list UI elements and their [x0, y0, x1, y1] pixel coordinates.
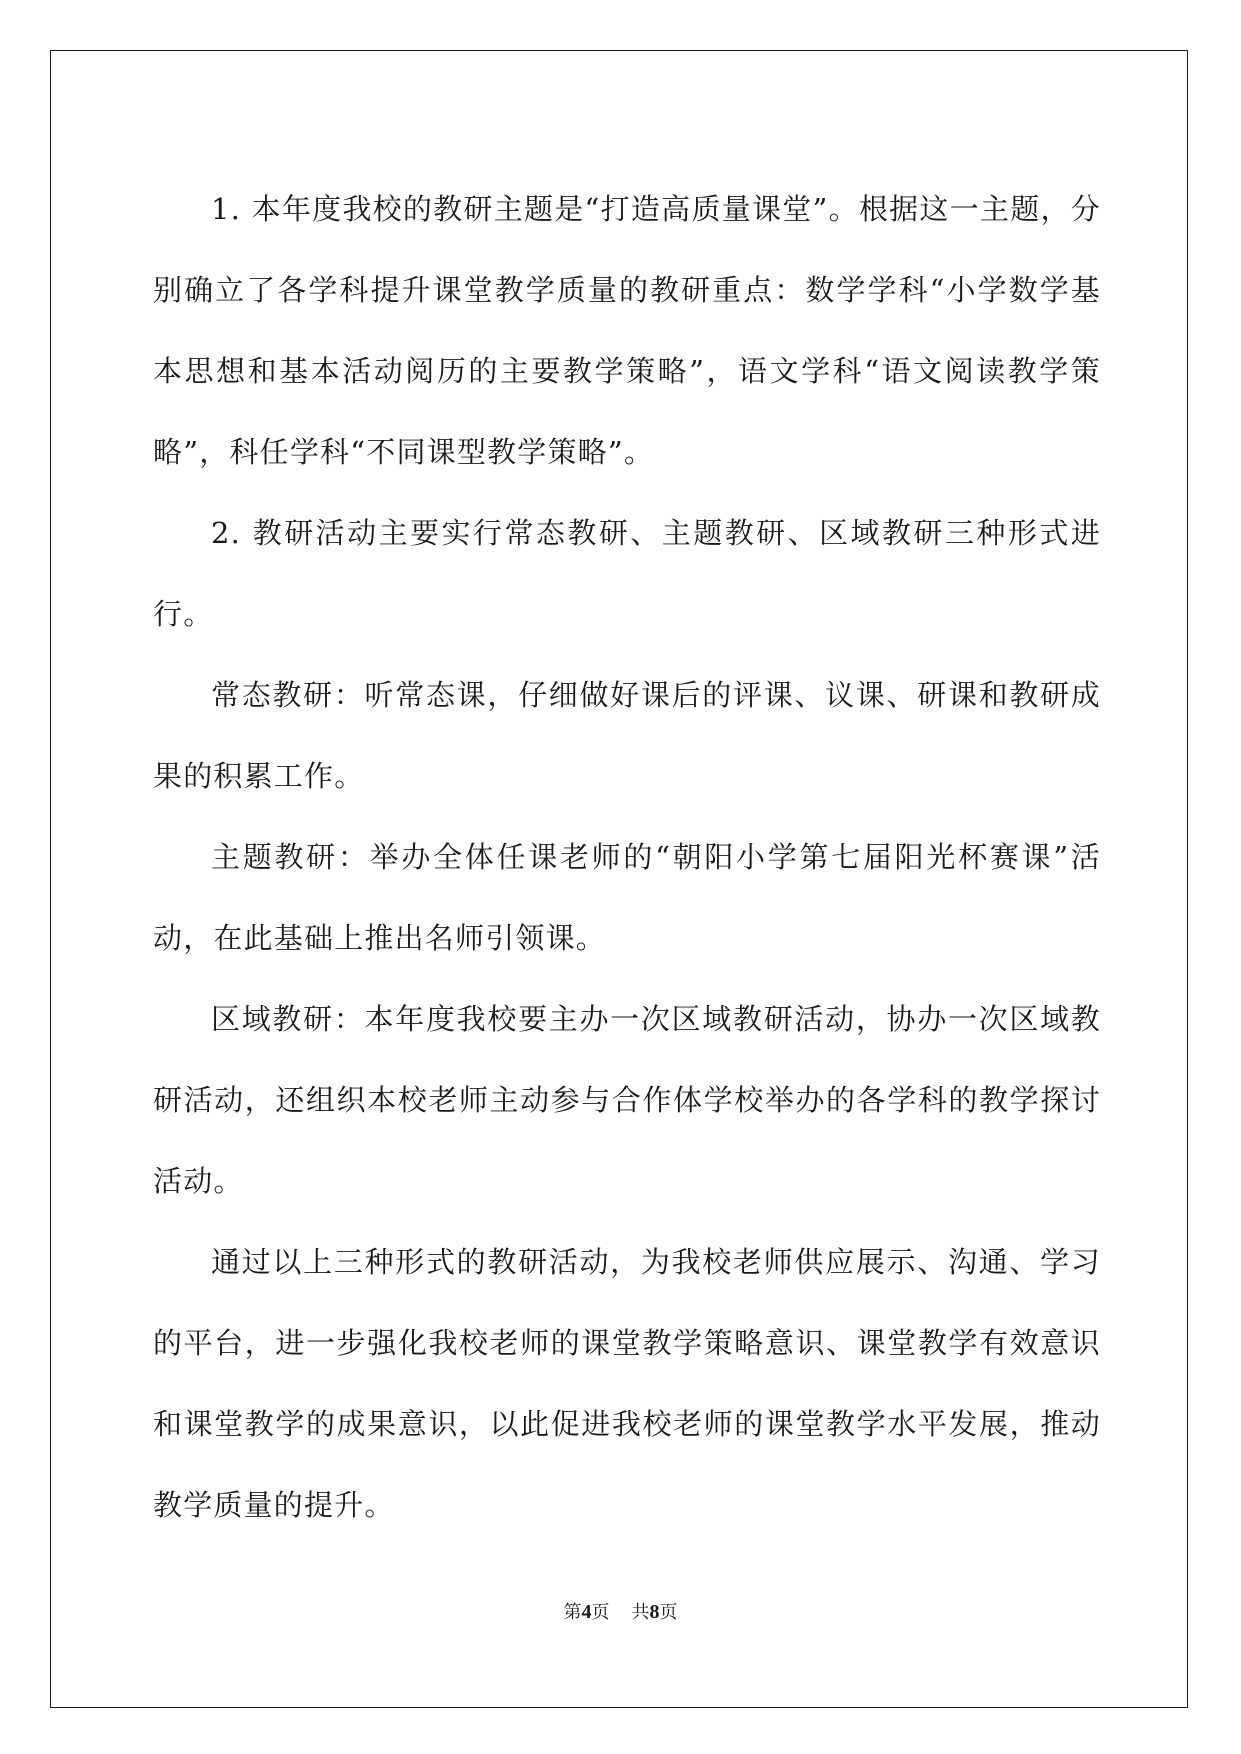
page-suffix: 页: [591, 1602, 610, 1623]
paragraph-summary: 通过以上三种形式的教研活动，为我校老师供应展示、沟通、学习的平台，进一步强化我校老师的课堂教学策略意识、课堂教学有效意识和课堂教学的成果意识，以此促进我校老师的课堂教学水平发展，推动教学质量的提升。: [153, 1245, 1101, 1522]
paragraph-research-forms: 2. 教研活动主要实行常态教研、主题教研、区域教研三种形式进行。: [153, 516, 1101, 631]
total-pages-number: 8: [649, 1601, 660, 1623]
total-prefix: 共: [631, 1602, 650, 1623]
paragraph-research-theme: 1. 本年度我校的教研主题是“打造高质量课堂”。根据这一主题，分别确立了各学科提升课堂教学质量的教研重点：数学学科“小学数学基本思想和基本活动阅历的主要教学策略”，语文学科“语文阅读教学策略”，科任学科“不同课型教学策略”。: [153, 192, 1101, 469]
total-suffix: 页: [659, 1602, 678, 1623]
document-body: [153, 169, 1101, 1546]
paragraph-theme-research: 主题教研：举办全体任课老师的“朝阳小学第七届阳光杯赛课”活动，在此基础上推出名师引领课。: [153, 840, 1101, 955]
paragraph-regional-research: 区域教研：本年度我校要主办一次区域教研活动，协办一次区域教研活动，还组织本校老师主动参与合作体学校举办的各学科的教学探讨活动。: [153, 1002, 1101, 1198]
current-page-number: 4: [581, 1601, 592, 1623]
page-prefix: 第: [563, 1602, 582, 1623]
page-footer: [0, 1598, 1241, 1627]
paragraph-routine-research: 常态教研：听常态课，仔细做好课后的评课、议课、研课和教研成果的积累工作。: [153, 678, 1101, 793]
